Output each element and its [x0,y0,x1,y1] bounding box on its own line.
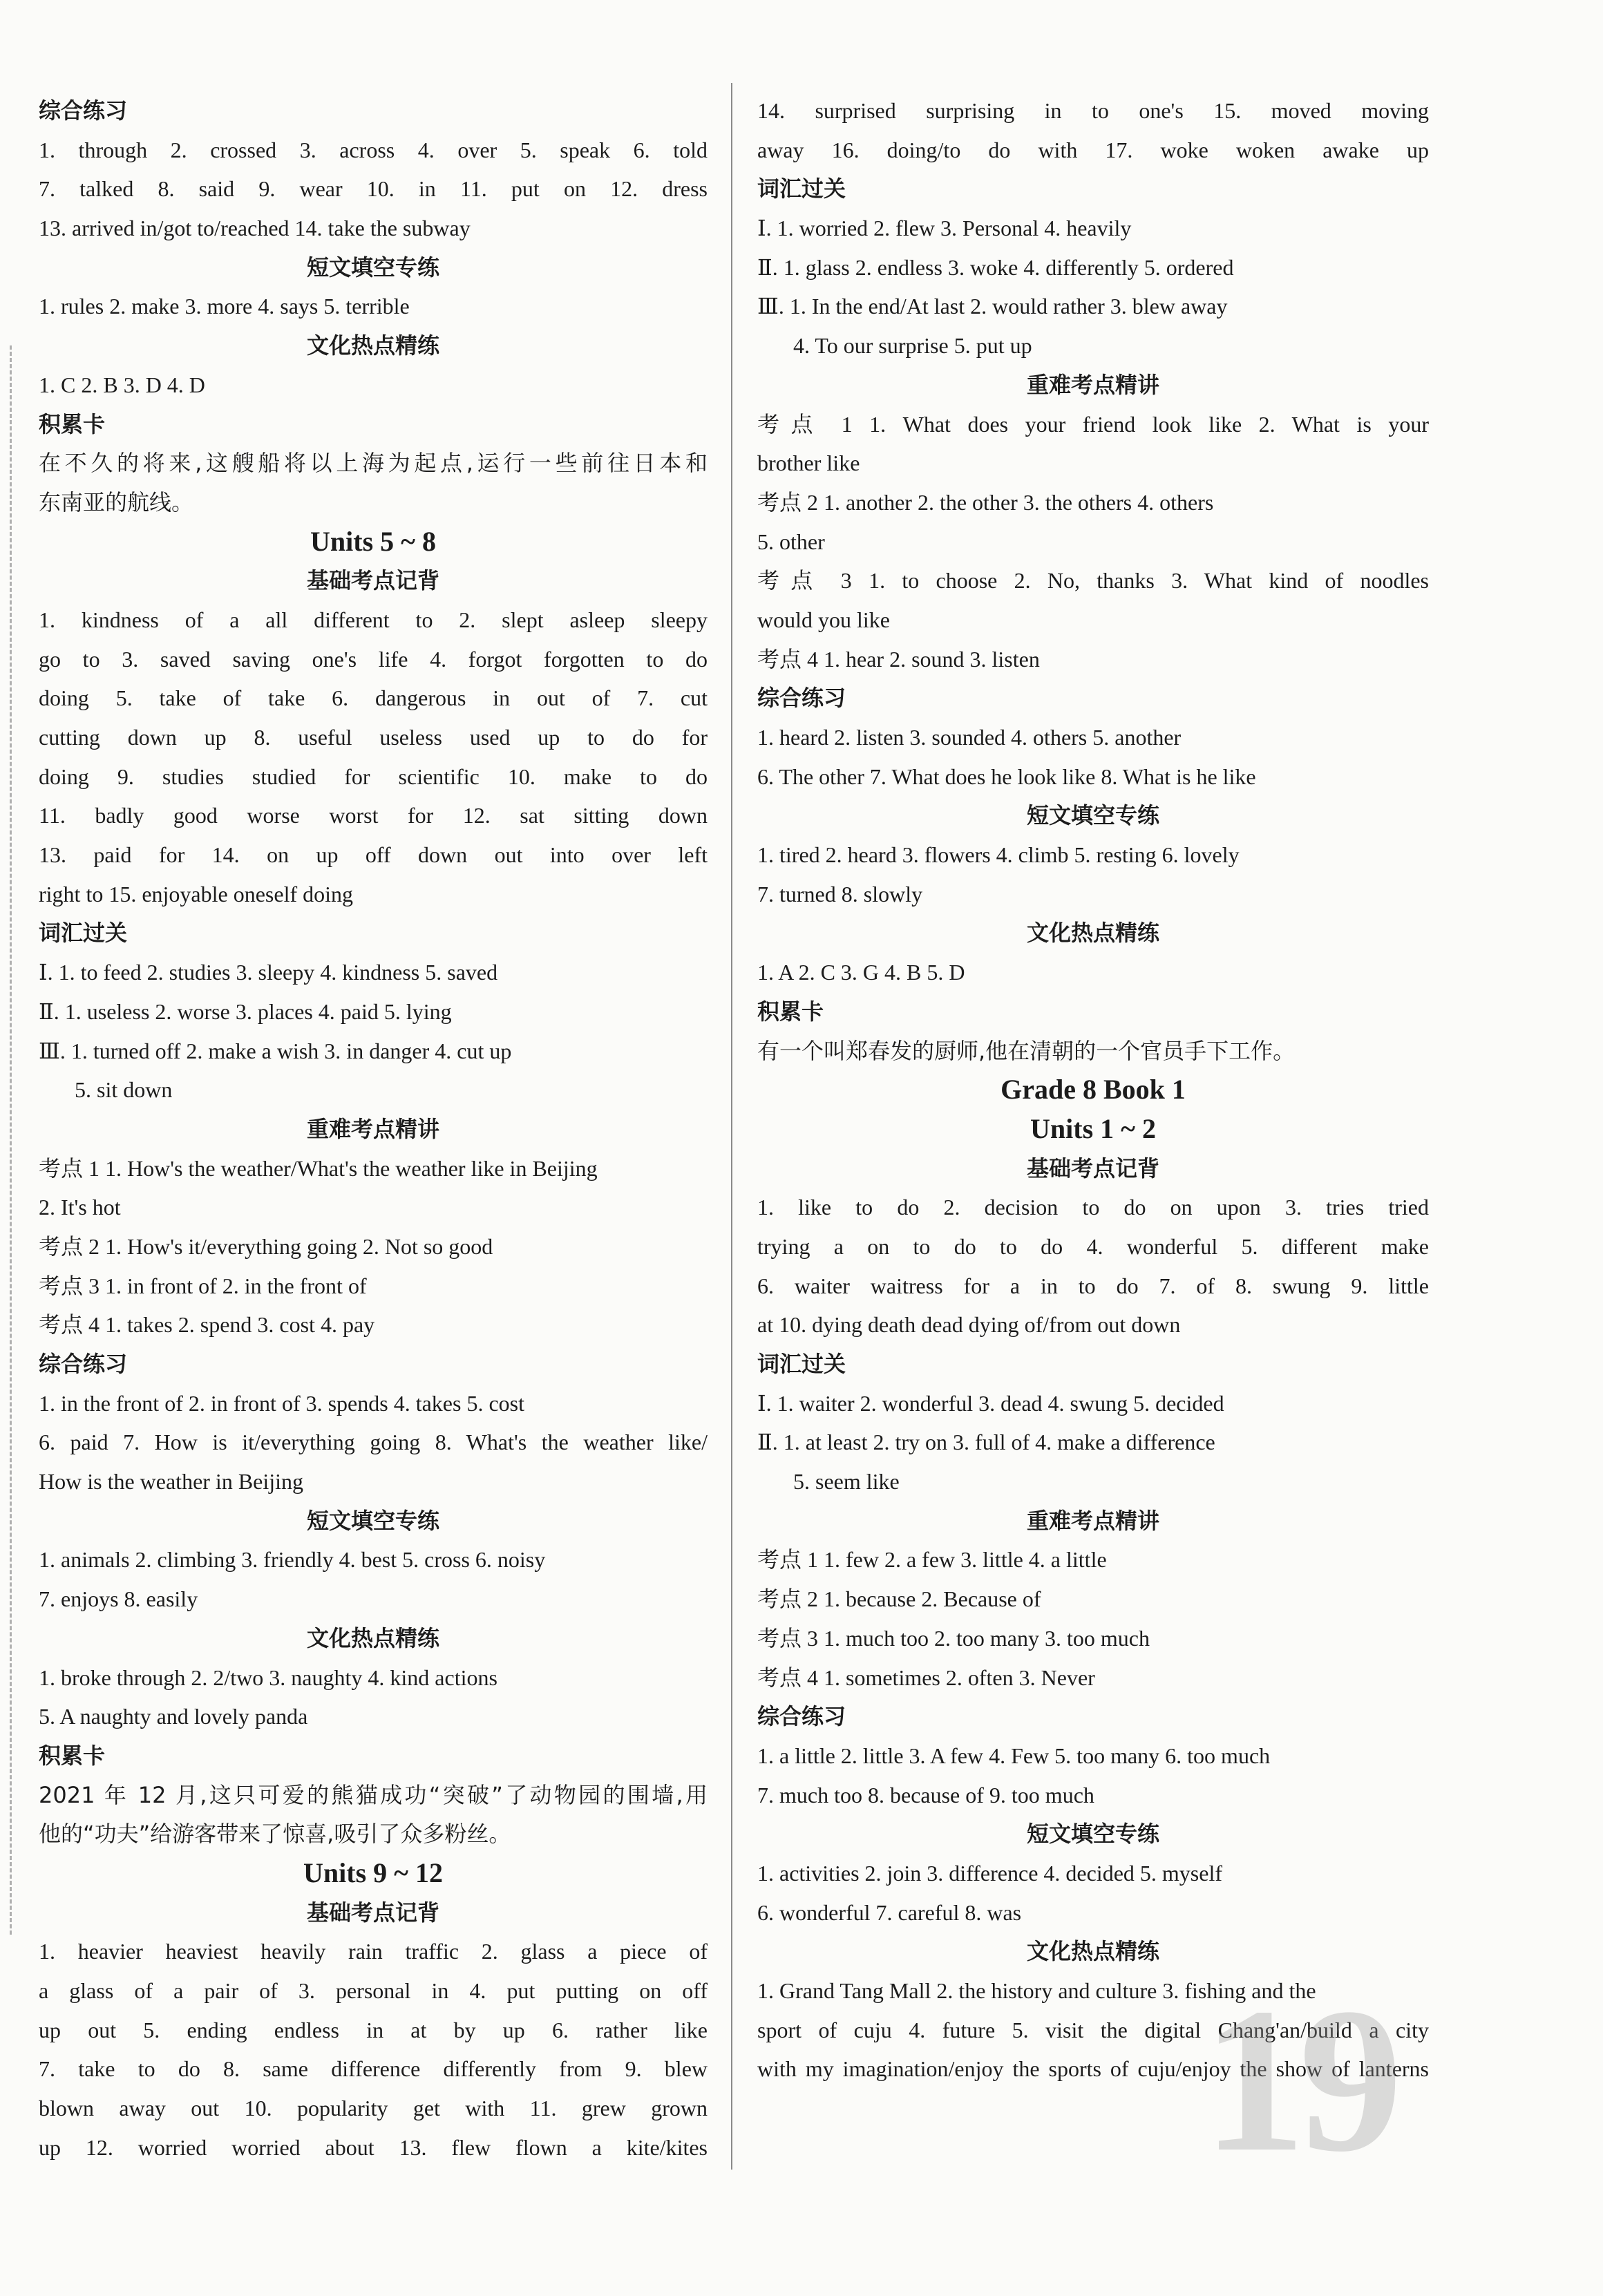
section-heading: 重难考点精讲 [306,1115,439,1142]
answer-line: 6. waiter waitress for a in to do 7. of 8. swung 9. little [757,1273,1429,1298]
section-heading: 短文填空专练 [1026,802,1159,829]
answer-line: Ⅱ. 1. glass 2. endless 3. woke 4. differently 5. ordered [757,254,1234,280]
section-title: 积累卡 [39,1742,106,1769]
section-title: 综合练习 [39,1351,128,1377]
section-heading: 文化热点精练 [1026,920,1159,947]
answer-line: go to 3. saved saving one's life 4. forgot forgotten to do [39,646,708,672]
answer-line: doing 5. take of take 6. dangerous in out of 7. cut [39,685,708,711]
answer-line: 考点 3 1. much too 2. too many 3. too much [757,1625,1150,1651]
answer-line: 5. other [757,529,825,554]
answer-line: Ⅰ. 1. worried 2. flew 3. Personal 4. heavily [757,216,1132,241]
answer-line: 7. talked 8. said 9. wear 10. in 11. put on 12. dress [39,176,708,202]
section-heading: 文化热点精练 [1026,1938,1159,1965]
answer-line: 1. broke through 2. 2/two 3. naughty 4. kind actions [39,1664,497,1690]
left-column [39,91,708,2167]
section-title: 综合练习 [39,97,128,124]
answer-line: 1. tired 2. heard 3. flowers 4. climb 5. resting 6. lovely [757,842,1240,868]
answer-line: 考点 1 1. What does your friend look like 2. What is your [757,411,1429,437]
answer-line: How is the weather in Beijing [39,1469,304,1495]
column-divider [731,83,732,2170]
section-heading: 短文填空专练 [1026,1821,1159,1848]
answer-line: 14. surprised surprising in to one's 15. moved moving [757,98,1429,123]
answer-line: would you like [757,607,890,632]
answer-line: 考点 4 1. takes 2. spend 3. cost 4. pay [39,1312,375,1338]
answer-line: 1. heavier heaviest heavily rain traffic 2. glass a piece of [39,1939,708,1964]
answer-line: 4. To our surprise 5. put up [793,333,1032,359]
answer-line: Ⅲ. 1. In the end/At last 2. would rather 3. blew away [757,294,1228,319]
unit-heading: Units 1 ~ 2 [1030,1112,1156,1144]
answer-line: up 12. worried worried about 13. flew flown a kite/kites [39,2134,708,2160]
answer-line: 5. sit down [75,1077,173,1103]
answer-line: 考点 4 1. sometimes 2. often 3. Never [757,1664,1095,1690]
answer-line: 5. seem like [793,1469,900,1495]
section-heading: 重难考点精讲 [1026,371,1159,398]
page-number: 19 [1202,1965,1396,2194]
answer-line: 1. a little 2. little 3. A few 4. Few 5. too many 6. too much [757,1743,1271,1768]
answer-line: 7. turned 8. slowly [757,881,923,907]
answer-line: 13. paid for 14. on up off down out into over left [39,842,708,868]
answer-line: Ⅱ. 1. at least 2. try on 3. full of 4. make a difference [757,1430,1215,1455]
answer-line: brother like [757,450,860,476]
answer-line: 1. C 2. B 3. D 4. D [39,372,205,397]
answer-line: 5. A naughty and lovely panda [39,1704,308,1729]
answer-line: 13. arrived in/got to/reached 14. take the subway [39,216,471,241]
answer-line: 考点 1 1. few 2. a few 3. little 4. a little [757,1547,1107,1573]
answer-line: 1. A 2. C 3. G 4. B 5. D [757,960,965,985]
answer-line: doing 9. studies studied for scientific 10. make to do [39,763,708,789]
section-heading: 文化热点精练 [306,1624,439,1651]
section-heading: 基础考点记背 [306,567,439,594]
answer-line: 考点 3 1. to choose 2. No, thanks 3. What kind of noodles [757,568,1429,594]
answer-line: 1. kindness of a all different to 2. slept asleep sleepy [39,607,708,632]
unit-heading: Units 9 ~ 12 [303,1857,443,1888]
answer-line: 1. through 2. crossed 3. across 4. over 5. speak 6. told [39,137,708,162]
answer-line: 1. Grand Tang Mall 2. the history and culture 3. fishing and the [757,1978,1316,2003]
answer-line: away 16. doing/to do with 17. woke woken awake up [757,137,1429,162]
translation-line: 2021 年 12 月,这只可爱的熊猫成功“突破”了动物园的围墙,用 [39,1781,708,1808]
answer-line: trying a on to do to do 4. wonderful 5. different make [757,1233,1429,1259]
answer-line: 考点 2 1. another 2. the other 3. the others 4. others [757,489,1214,515]
answer-line: 7. enjoys 8. easily [39,1586,198,1612]
section-title: 词汇过关 [39,920,128,947]
translation-line: 在不久的将来,这艘船将以上海为起点,运行一些前往日本和 [39,450,708,477]
section-title: 词汇过关 [757,1351,846,1377]
answer-line: 1. rules 2. make 3. more 4. says 5. terrible [39,294,410,319]
translation-line: 他的“功夫”给游客带来了惊喜,吸引了众多粉丝。 [39,1821,511,1848]
answer-line: 1. in the front of 2. in front of 3. spends 4. takes 5. cost [39,1390,524,1416]
answer-line: 1. like to do 2. decision to do on upon 3. tries tried [757,1195,1429,1220]
answer-line: 考点 3 1. in front of 2. in the front of [39,1273,367,1298]
answer-line: at 10. dying death dead dying of/from out down [757,1312,1181,1338]
answer-line: 6. The other 7. What does he look like 8. What is he like [757,763,1256,789]
translation-line: 有一个叫郑春发的厨师,他在清朝的一个官员手下工作。 [757,1037,1296,1064]
section-title: 综合练习 [757,685,846,712]
answer-line: Ⅰ. 1. to feed 2. studies 3. sleepy 4. kindness 5. saved [39,960,498,985]
answer-line: Ⅰ. 1. waiter 2. wonderful 3. dead 4. swung 5. decided [757,1390,1224,1416]
answer-line: 7. take to do 8. same difference differently from 9. blew [39,2056,708,2082]
answer-line: up out 5. ending endless in at by up 6. rather like [39,2017,708,2042]
right-column [757,91,1429,2089]
answer-line: 11. badly good worse worst for 12. sat sitting down [39,803,708,828]
answer-line: 7. much too 8. because of 9. too much [757,1782,1094,1808]
answer-line: right to 15. enjoyable oneself doing [39,881,354,907]
answer-line: a glass of a pair of 3. personal in 4. put putting on off [39,1978,708,2003]
section-title: 积累卡 [757,998,824,1025]
answer-line: Ⅲ. 1. turned off 2. make a wish 3. in danger 4. cut up [39,1038,512,1063]
answer-line: 考点 1 1. How's the weather/What's the weather like in Beijing [39,1155,598,1181]
section-heading: 重难考点精讲 [1026,1507,1159,1534]
answer-line: blown away out 10. popularity get with 11. grew grown [39,2096,708,2121]
answer-line: 1. heard 2. listen 3. sounded 4. others 5. another [757,725,1182,750]
translation-line: 东南亚的航线。 [39,488,194,515]
answer-line: 2. It's hot [39,1195,121,1220]
section-title: 积累卡 [39,410,106,437]
section-title: 词汇过关 [757,175,846,202]
binding-dashed-line [10,345,12,1935]
section-title: 综合练习 [757,1703,846,1730]
answer-line: cutting down up 8. useful useless used up to do for [39,725,708,750]
section-heading: 文化热点精练 [306,332,439,359]
section-heading: 基础考点记背 [306,1899,439,1926]
answer-line: Ⅱ. 1. useless 2. worse 3. places 4. paid 5. lying [39,998,452,1024]
section-heading: 短文填空专练 [306,254,439,281]
answer-line: 6. wonderful 7. careful 8. was [757,1899,1022,1925]
answer-line: 1. animals 2. climbing 3. friendly 4. best 5. cross 6. noisy [39,1547,546,1573]
answer-line: 1. activities 2. join 3. difference 4. decided 5. myself [757,1860,1222,1886]
section-heading: 短文填空专练 [306,1507,439,1534]
answer-line: with my imagination/enjoy the sports of cuju/enjoy the show of lanterns [757,2056,1429,2082]
unit-heading: Units 5 ~ 8 [310,525,436,557]
section-heading: 基础考点记背 [1026,1155,1159,1182]
answer-line: sport of cuju 4. future 5. visit the digital Chang'an/build a city [757,2017,1429,2042]
answer-line: 考点 2 1. because 2. Because of [757,1586,1041,1612]
unit-heading: Grade 8 Book 1 [1000,1074,1186,1106]
answer-line: 6. paid 7. How is it/everything going 8. What's the weather like/ [39,1430,708,1455]
answer-line: 考点 4 1. hear 2. sound 3. listen [757,646,1040,672]
answer-line: 考点 2 1. How's it/everything going 2. Not so good [39,1233,493,1259]
